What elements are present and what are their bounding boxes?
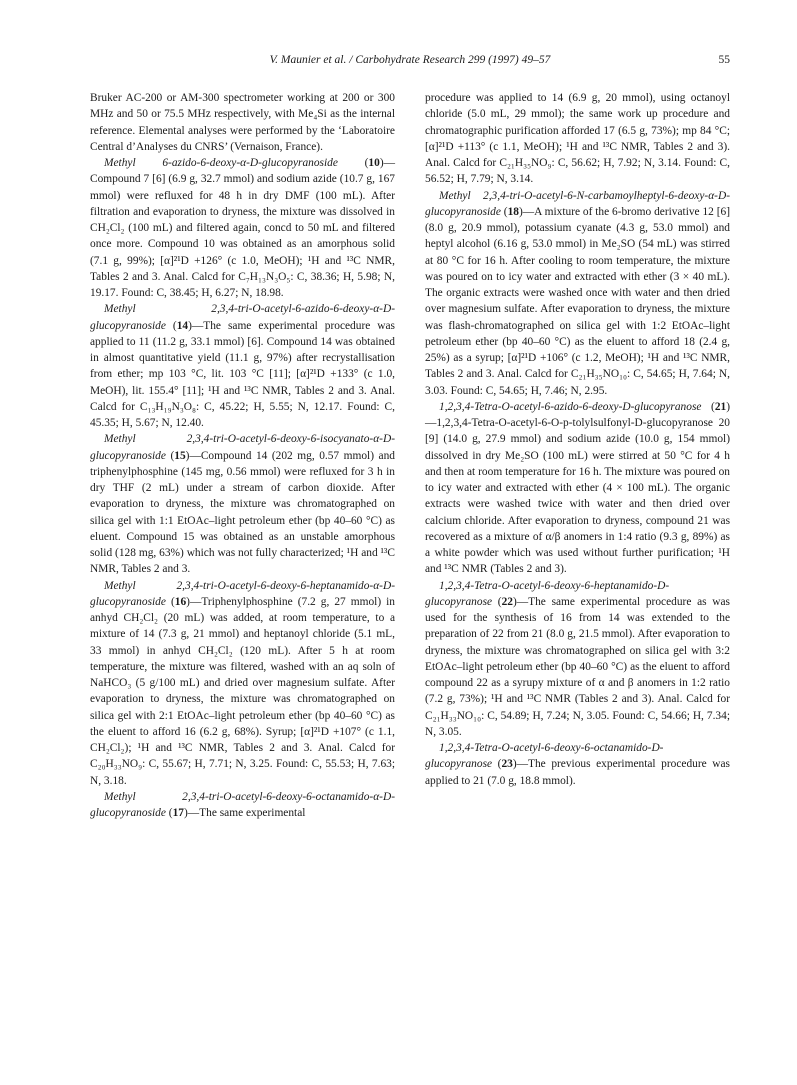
paragraph-text: —The previous experimental procedure was applied to 21 (7.0 g, 18.8 mmol). [425, 758, 730, 787]
compound-paragraph: Methyl 6-azido-6-deoxy-α-D-glucopyranoside (10)—Compound 7 [6] (6.9 g, 32.7 mmol) and sodium azide (10.7 g, 167 mmol) were refluxed for 48 h in dry DMF (100 mL). After filtration and evaporation to dryness, the mixture was dissolved in CH₂Cl₂ (100 mL) and filtered again, concd to 50 mL and filtered once more. Compound 10 was obtained as an amorphous solid (7.1 g, 99%); [α]²¹D +126° (c 1.0, MeOH); ¹H and ¹³C NMR, Tables 2 and 3. Anal. Calcd for C₇H₁₃N₃O₅: C, 38.36; H, 5.98; N, 19.17. Found: C, 38.45; H, 6.27; N, 18.98. [90, 157, 395, 299]
left-column [90, 90, 395, 821]
paragraph-text: Bruker AC-200 or AM-300 spectrometer working at 200 or 300 MHz and 50 or 75.5 MHz respectively, with Me₄Si as the internal reference. Elemental analyses were performed by the ‘Laboratoire Central d’Analyses du CNRS’ (Vernaison, France). [90, 92, 395, 153]
compound-name: 1,2,3,4-Tetra-O-acetyl-6-deoxy-6-heptanamido-D-glucopyranose [425, 579, 670, 608]
compound-name: Methyl 2,3,4-tri-O-acetyl-6-deoxy-6-heptanamido-α-D-glucopyranoside [90, 579, 395, 608]
paragraph-text: procedure was applied to 14 (6.9 g, 20 mmol), using octanoyl chloride (5.0 mL, 29 mmol); the same work up procedure and chromatographic purification afforded 17 (6.5 g, 73%); mp 84 °C; [α]²¹D +113° (c 1.1, MeOH); ¹H and ¹³C NMR, Tables 2 and 3). Anal. Calcd for C₂₁H₃₅NO₉: C, 56.62; H, 7.92; N, 3.14. Found: C, 56.52; H, 7.79; N, 3.14. [425, 92, 730, 186]
compound-name: Methyl 2,3,4-tri-O-acetyl-6-deoxy-6-octanamido-α-D-glucopyranoside [90, 790, 395, 819]
running-header [90, 52, 730, 68]
compound-name: 1,2,3,4-Tetra-O-acetyl-6-azido-6-deoxy-D-glucopyranose [439, 400, 702, 413]
compound-number: 21 [714, 400, 727, 413]
compound-paragraph: 1,2,3,4-Tetra-O-acetyl-6-deoxy-6-heptanamido-D-glucopyranose (22)—The same experimental procedure as was used for the synthesis of 16 from 14 was extended to the preparation of 22 from 21 (8.0 g, 21.5 mmol). After evaporation to dryness, the mixture was chromatographed on silica gel with 3:2 EtOAc–light petroleum ether (bp 40–60 °C) as the eluent to afford compound 22 as a syrupy mixture of α and β anomers in 1:2 ratio (7.2 g, 73%); ¹H and ¹³C NMR (Tables 2 and 3). Anal. Calcd for C₂₁H₃₃NO₁₀: C, 54.89; H, 7.24; N, 3.05. Found: C, 54.66; H, 7.34; N, 3.05. [425, 579, 730, 738]
compound-name: Methyl 2,3,4-tri-O-acetyl-6-deoxy-6-isocyanato-α-D-glucopyranoside [90, 433, 395, 462]
compound-name: Methyl 2,3,4-tri-O-acetyl-6-N-carbamoylheptyl-6-deoxy-α-D-glucopyranoside [425, 189, 730, 218]
text-paragraph [425, 90, 730, 188]
running-title: V. Maunier et al. / Carbohydrate Research 299 (1997) 49–57 [269, 54, 551, 66]
paragraph-text: —The same experimental procedure as was used for the synthesis of 16 from 14 was extended to the preparation of 22 from 21 (8.0 g, 21.5 mmol). After evaporation to dryness, the mixture was chromatographed on silica gel with 3:2 EtOAc–light petroleum ether (bp 40–60 °C) as the eluent to afford compound 22 as a syrupy mixture of α and β anomers in 1:2 ratio (7.2 g, 73%); ¹H and ¹³C NMR (Tables 2 and 3). Anal. Calcd for C₂₁H₃₃NO₁₀: C, 54.89; H, 7.24; N, 3.05. Found: C, 54.66; H, 7.34; N, 3.05. [425, 595, 730, 738]
compound-name: Methyl 2,3,4-tri-O-acetyl-6-azido-6-deoxy-α-D-glucopyranoside [90, 303, 395, 332]
paragraph-text: —1,2,3,4-Tetra-O-acetyl-6-O-p-tolylsulfonyl-D-glucopyranose 20 [9] (14.0 g, 27.9 mmol) and sodium azide (10.0 g, 154 mmol) dissolved in dry Me₂SO (100 mL) were stirred at 50 °C for 4 h and then at room temperature for 16 h. The mixture was poured on to icy water and extracted with ether (4 × 100 mL). The organic extracts were washed twice with water and then dried over calcium chloride. After evaporation to dryness, compound 21 was recovered as a mixture of α/β anomers in 1:4 ratio (9.3 g, 89%) as a white powder which was used without further purification; ¹H and ¹³C NMR (Tables 2 and 3). [425, 417, 730, 576]
text-paragraph [90, 90, 395, 155]
paragraph-text: —Compound 7 [6] (6.9 g, 32.7 mmol) and sodium azide (10.7 g, 167 mmol) were refluxed for 48 h in dry DMF (100 mL). After filtration and evaporation to dryness, the mixture was dissolved in CH₂Cl₂ (100 mL) and filtered again, concd to 50 mL and filtered once more. Compound 10 was obtained as an amorphous solid (7.1 g, 99%); [α]²¹D +126° (c 1.0, MeOH); ¹H and ¹³C NMR, Tables 2 and 3. Anal. Calcd for C₇H₁₃N₃O₅: C, 38.36; H, 5.98; N, 19.17. Found: C, 38.45; H, 6.27; N, 18.98. [90, 157, 395, 299]
paragraph-text: —Triphenylphosphine (7.2 g, 27 mmol) in anhyd CH₂Cl₂ (20 mL) was added, at room temperature, to a mixture of 14 (7.3 g, 21 mmol) and heptanoyl chloride (5.1 mL, 33 mmol) in anhyd CH₂Cl₂ (120 mL). After 5 h at room temperature, the mixture was filtered, washed with an aq soln of NaHCO₃ (5 g/100 mL) and dried over magnesium sulfate. After evaporation to dryness, the mixture was chromatographed on silica gel with 2:1 EtOAc–light petroleum ether (bp 40–60 °C) as the eluent to afford 16 (6.2 g, 68%). Syrup; [α]²¹D +107° (c 1.1, CH₂Cl₂); ¹H and ¹³C NMR, Tables 2 and 3. Anal. Calcd for C₂₀H₃₃NO₉: C, 55.67; H, 7.71; N, 3.25. Found: C, 55.53; H, 7.63; N, 3.18. [90, 595, 395, 787]
compound-paragraph: Methyl 2,3,4-tri-O-acetyl-6-N-carbamoylheptyl-6-deoxy-α-D-glucopyranoside (18)—A mixture of the 6-bromo derivative 12 [6] (8.0 g, 20.9 mmol), potassium cyanate (4.3 g, 53.0 mmol) and heptyl alcohol (6.16 g, 53.0 mmol) in Me₂SO (54 mL) was stirred at 80 °C for 16 h. After cooling to room temperature, the mixture was poured on to icy water and extracted with ether (3 × 40 mL). The organic extracts were washed once with water and then dried over magnesium sulfate. After evaporation to dryness, the mixture was flash-chromatographed on silica gel with 1:2 EtOAc–light petroleum ether (bp 40–60 °C) as the eluent to afford 18 (2.4 g, 25%) as a syrup; [α]²¹D +106° (c 1.2, MeOH); ¹H and ¹³C NMR, Tables 2 and 3. Anal. Calcd for C₂₁H₃₅NO₁₀: C, 54.65; H, 7.64; N, 3.03. Found: C, 54.65; H, 7.46; N, 2.95. [425, 189, 730, 397]
compound-number: 14 [176, 319, 189, 332]
compound-number: 15 [174, 449, 186, 462]
paragraph-text: —The same experimental procedure was applied to 11 (11.2 g, 33.1 mmol) [6]. Compound 14 was obtained in almost quantitative yield (11.1 g, 97%) after recrystallisation from ether; mp 103 °C, lit. 103 °C [11]; [α]²¹D +133° (c 1.0, MeOH), lit. 155.4° [11]; ¹H and ¹³C NMR, Tables 2 and 3. Anal. Calcd for C₁₃H₁₉N₃O₈: C, 45.22; H, 5.55; N, 12.17. Found: C, 45.35; H, 5.67; N, 12.40. [90, 319, 395, 429]
page-number: 55 [718, 54, 730, 66]
compound-paragraph: Methyl 2,3,4-tri-O-acetyl-6-deoxy-6-octanamido-α-D-glucopyranoside (17)—The same experimental [90, 790, 395, 819]
compound-number: 23 [501, 758, 513, 771]
compound-name: Methyl 6-azido-6-deoxy-α-D-glucopyranoside [104, 157, 338, 169]
paragraph-text: —The same experimental [187, 807, 306, 819]
paragraph-text: —Compound 14 (202 mg, 0.57 mmol) and triphenylphosphine (145 mg, 0.56 mmol) were refluxed for 3 h in dry THF (2 mL) under a stream of carbon dioxide. After evaporation to dryness, the mixture was chromatographed on silica gel with 1:1 EtOAc–light petroleum ether (bp 40–60 °C) as eluent. Compound 15 was obtained as an unstable amorphous solid (128 mg, 63%) which was not fully characterized; ¹H and ¹³C NMR, Tables 2 and 3. [90, 449, 395, 576]
compound-name: 1,2,3,4-Tetra-O-acetyl-6-deoxy-6-octanamido-D-glucopyranose [425, 742, 664, 771]
compound-paragraph: 1,2,3,4-Tetra-O-acetyl-6-deoxy-6-octanamido-D-glucopyranose (23)—The previous experimental procedure was applied to 21 (7.0 g, 18.8 mmol). [425, 742, 730, 787]
compound-number: 17 [172, 807, 184, 819]
paragraph-text: —A mixture of the 6-bromo derivative 12 [6] (8.0 g, 20.9 mmol), potassium cyanate (4.3 g, 53.0 mmol) and heptyl alcohol (6.16 g, 53.0 mmol) in Me₂SO (54 mL) was stirred at 80 °C for 16 h. After cooling to room temperature, the mixture was poured on to icy water and extracted with ether (3 × 40 mL). The organic extracts were washed once with water and then dried over magnesium sulfate. After evaporation to dryness, the mixture was flash-chromatographed on silica gel with 1:2 EtOAc–light petroleum ether (bp 40–60 °C) as the eluent to afford 18 (2.4 g, 25%) as a syrup; [α]²¹D +106° (c 1.2, MeOH); ¹H and ¹³C NMR, Tables 2 and 3. Anal. Calcd for C₂₁H₃₅NO₁₀: C, 54.65; H, 7.64; N, 3.03. Found: C, 54.65; H, 7.46; N, 2.95. [425, 205, 730, 397]
compound-paragraph: Methyl 2,3,4-tri-O-acetyl-6-azido-6-deoxy-α-D-glucopyranoside (14)—The same experimental procedure was applied to 11 (11.2 g, 33.1 mmol) [6]. Compound 14 was obtained in almost quantitative yield (11.1 g, 97%) after recrystallisation from ether; mp 103 °C, lit. 103 °C [11]; [α]²¹D +133° (c 1.0, MeOH), lit. 155.4° [11]; ¹H and ¹³C NMR, Tables 2 and 3. Anal. Calcd for C₁₃H₁₉N₃O₈: C, 45.22; H, 5.55; N, 12.17. Found: C, 45.35; H, 5.67; N, 12.40. [90, 303, 395, 429]
compound-number: 16 [174, 595, 187, 608]
compound-number: 10 [368, 157, 380, 169]
compound-paragraph: Methyl 2,3,4-tri-O-acetyl-6-deoxy-6-heptanamido-α-D-glucopyranoside (16)—Triphenylphosphine (7.2 g, 27 mmol) in anhyd CH₂Cl₂ (20 mL) was added, at room temperature, to a mixture of 14 (7.3 g, 21 mmol) and heptanoyl chloride (5.1 mL, 33 mmol) in anhyd CH₂Cl₂ (120 mL). After 5 h at room temperature, the mixture was filtered, washed with an aq soln of NaHCO₃ (5 g/100 mL) and dried over magnesium sulfate. After evaporation to dryness, the mixture was chromatographed on silica gel with 2:1 EtOAc–light petroleum ether (bp 40–60 °C) as the eluent to afford 16 (6.2 g, 68%). Syrup; [α]²¹D +107° (c 1.1, CH₂Cl₂); ¹H and ¹³C NMR, Tables 2 and 3. Anal. Calcd for C₂₀H₃₃NO₉: C, 55.67; H, 7.71; N, 3.25. Found: C, 55.53; H, 7.63; N, 3.18. [90, 579, 395, 787]
compound-number: 18 [507, 205, 519, 218]
compound-paragraph: 1,2,3,4-Tetra-O-acetyl-6-azido-6-deoxy-D-glucopyranose (21)—1,2,3,4-Tetra-O-acetyl-6-O-p-tolylsulfonyl-D-glucopyranose 20 [9] (14.0 g, 27.9 mmol) and sodium azide (10.0 g, 154 mmol) dissolved in dry Me₂SO (100 mL) were stirred at 50 °C for 4 h and then at room temperature for 16 h. The mixture was poured on to icy water and extracted with ether (4 × 100 mL). The organic extracts were washed twice with water and then dried over calcium chloride. After evaporation to dryness, compound 21 was recovered as a mixture of α/β anomers in 1:4 ratio (9.3 g, 89%) as a white powder which was used without further purification; ¹H and ¹³C NMR (Tables 2 and 3). [425, 400, 730, 576]
compound-paragraph: Methyl 2,3,4-tri-O-acetyl-6-deoxy-6-isocyanato-α-D-glucopyranoside (15)—Compound 14 (202 mg, 0.57 mmol) and triphenylphosphine (145 mg, 0.56 mmol) were refluxed for 3 h in dry THF (2 mL) under a stream of carbon dioxide. After evaporation to dryness, the mixture was chromatographed on silica gel with 1:1 EtOAc–light petroleum ether (bp 40–60 °C) as eluent. Compound 15 was obtained as an unstable amorphous solid (128 mg, 63%) which was not fully characterized; ¹H and ¹³C NMR, Tables 2 and 3. [90, 433, 395, 576]
compound-number: 22 [501, 595, 513, 608]
right-column [425, 90, 730, 789]
